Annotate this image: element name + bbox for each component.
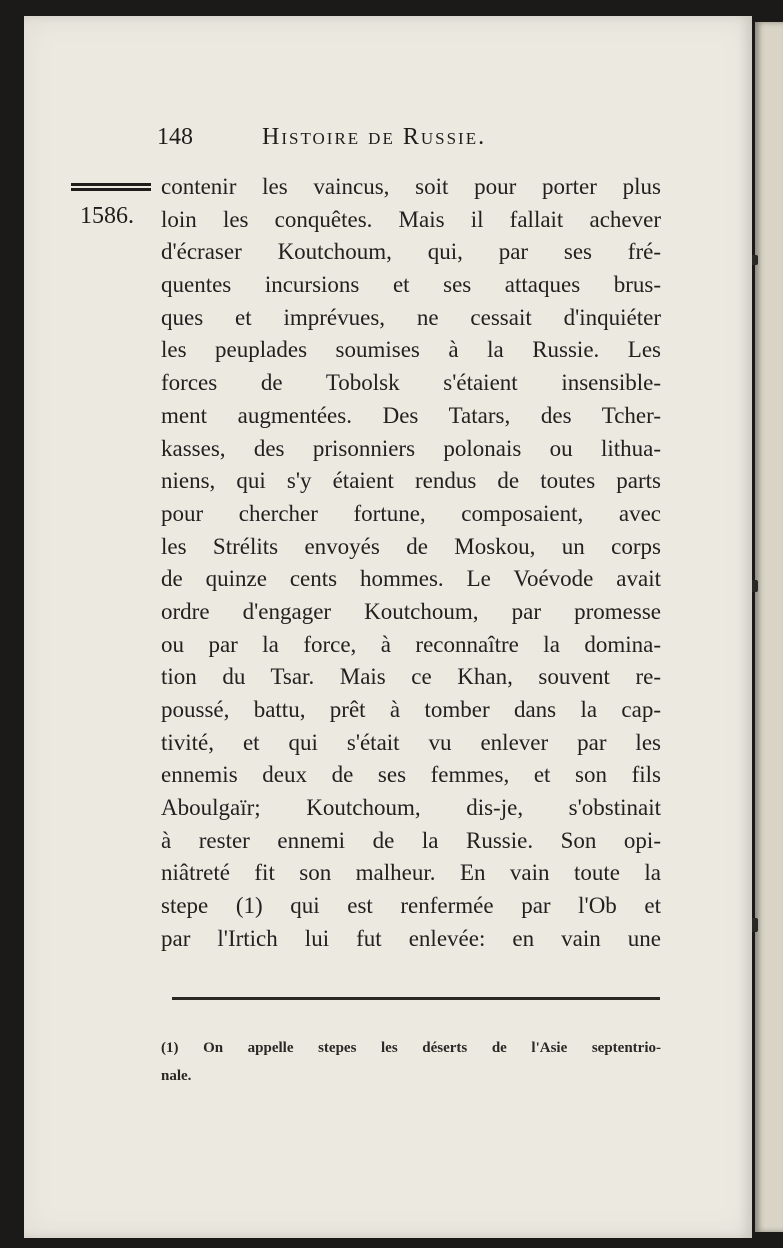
text-line: pour chercher fortune, composaient, avec [161, 500, 661, 526]
body-text [161, 171, 661, 956]
text-line: à rester ennemi de la Russie. Son opi- [161, 827, 661, 853]
text-line: loin les conquêtes. Mais il fallait achever [161, 206, 661, 232]
text-line: ques et imprévues, ne cessait d'inquiéter [161, 304, 661, 330]
text-line: ou par la force, à reconnaître la domina- [161, 631, 661, 657]
text-line: ment augmentées. Des Tatars, des Tcher- [161, 402, 661, 428]
text-line: poussé, battu, prêt à tomber dans la cap- [161, 697, 661, 722]
text-line: ennemis deux de ses femmes, et son fils [161, 762, 661, 788]
text-line: par l'Irtich lui fut enlevée: en vain une [161, 925, 661, 951]
book-page [24, 16, 752, 1238]
text-line: tivité, et qui s'était vu enlever par les [161, 729, 661, 755]
text-line: ordre d'engager Koutchoum, par promesse [161, 598, 661, 624]
text-line: les peuplades soumises à la Russie. Les [161, 337, 661, 363]
text-line: forces de Tobolsk s'étaient insensible- [161, 370, 661, 396]
text-line: tion du Tsar. Mais ce Khan, souvent re- [161, 664, 661, 690]
adjacent-page-edge [755, 22, 783, 1232]
margin-year: 1586. [80, 203, 134, 229]
text-line: Aboulgaïr; Koutchoum, dis-je, s'obstinait [161, 795, 661, 821]
text-line: niâtreté fit son malheur. En vain toute la [161, 860, 661, 886]
running-title: Histoire de Russie. [262, 124, 487, 150]
footnote-separator [172, 997, 660, 1000]
page-number: 148 [157, 124, 193, 150]
page-header [24, 124, 752, 154]
footnote [161, 1034, 661, 1090]
text-line: de quinze cents hommes. Le Voévode avait [161, 566, 661, 592]
text-line: niens, qui s'y étaient rendus de toutes parts [161, 468, 661, 494]
text-line: kasses, des prisonniers polonais ou lithua- [161, 435, 661, 461]
text-line: d'écraser Koutchoum, qui, par ses fré- [161, 239, 661, 265]
footnote-line: (1) On appelle stepes les déserts de l'Asie septentrio- [161, 1040, 661, 1056]
text-line: les Strélits envoyés de Moskou, un corps [161, 533, 661, 559]
footnote-line: nale. [161, 1068, 192, 1084]
text-line: stepe (1) qui est renfermée par l'Ob et [161, 893, 661, 919]
text-line: contenir les vaincus, soit pour porter plus [161, 174, 661, 199]
margin-rule [71, 183, 151, 193]
text-line: quentes incursions et ses attaques brus- [161, 272, 661, 298]
